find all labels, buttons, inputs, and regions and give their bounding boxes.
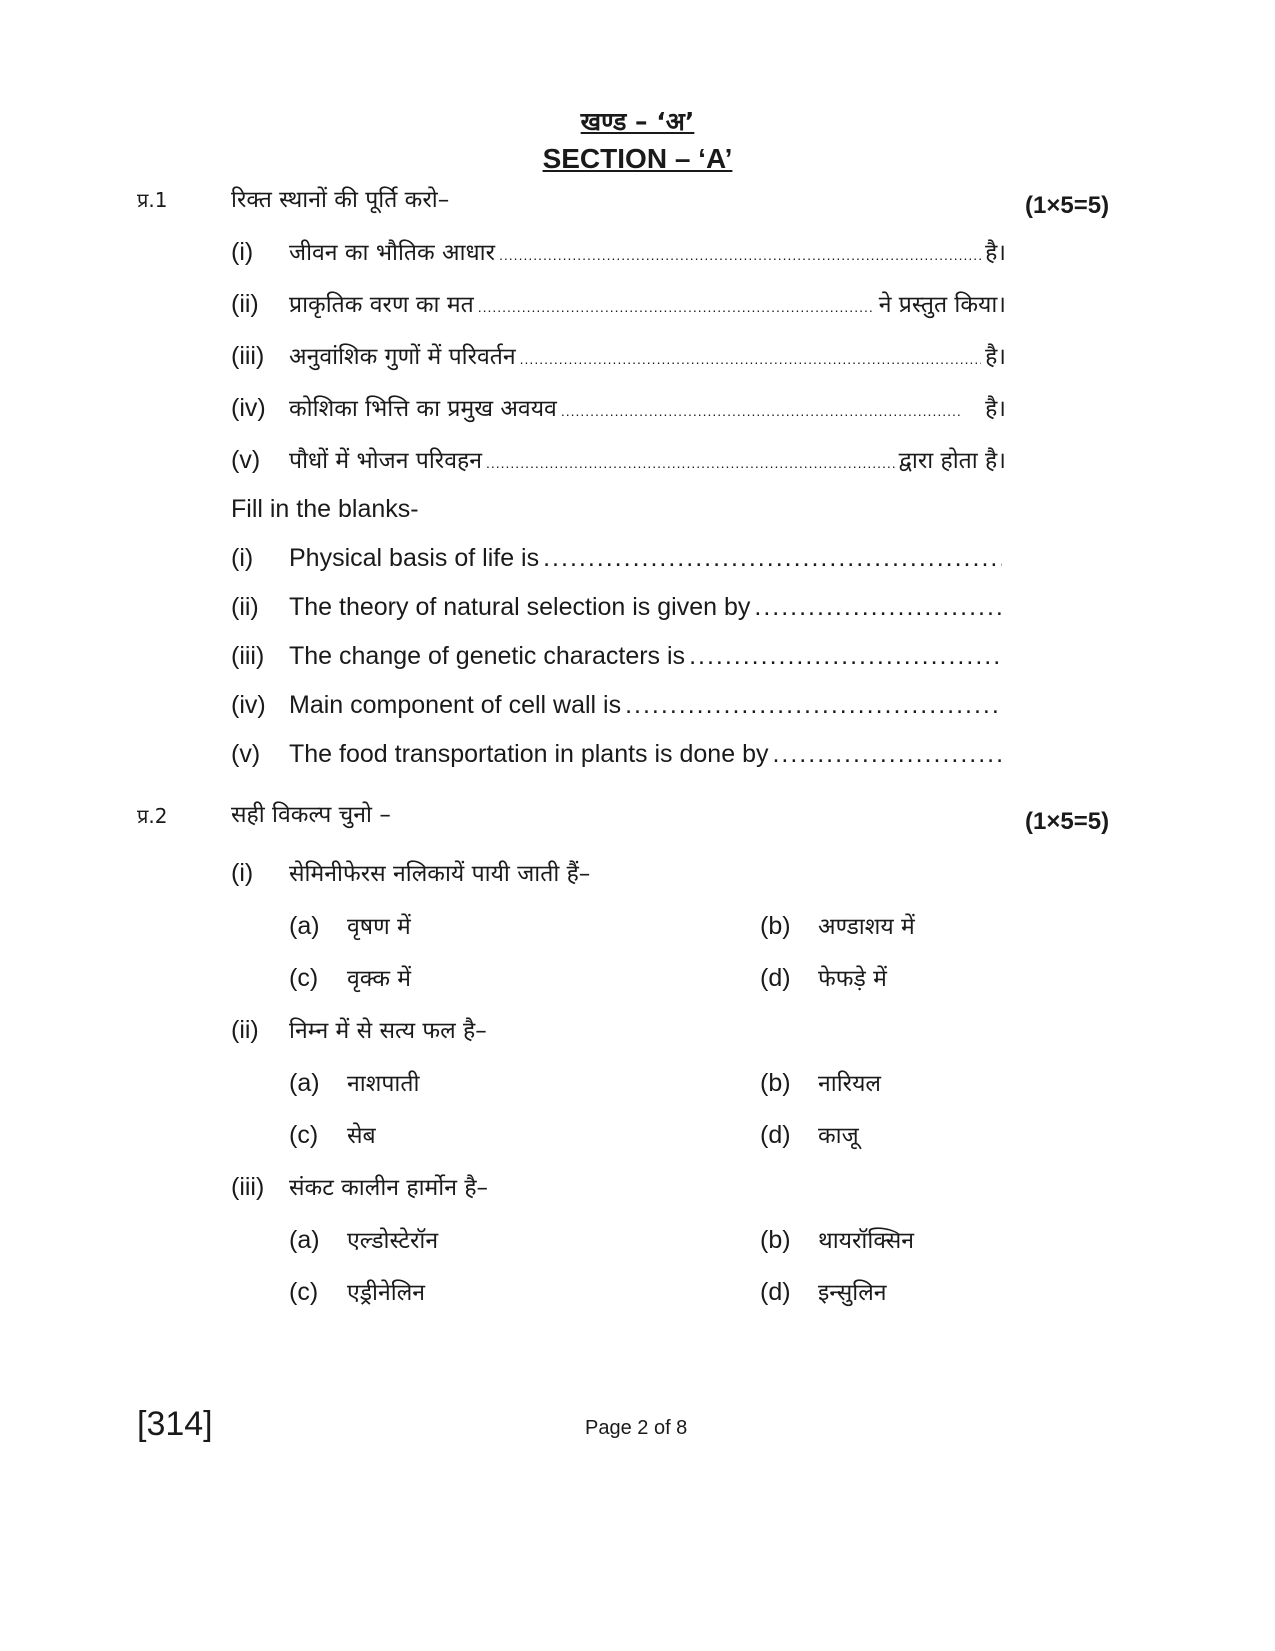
mcq-label: (iii): [231, 1173, 265, 1201]
option-text: एड्रीनेलिन: [347, 1280, 426, 1306]
mcq-question: [231, 856, 590, 888]
q1-hindi-item: [231, 287, 1006, 319]
mcq-option: [760, 961, 887, 993]
mcq-option: [289, 1223, 438, 1255]
q1-hindi-item: [231, 339, 1006, 371]
item-text: The change of genetic characters is: [289, 642, 686, 670]
option-label: (b): [760, 1226, 791, 1254]
option-text: इन्सुलिन: [818, 1280, 887, 1306]
mcq-option: [760, 909, 915, 941]
mcq-text: सेमिनीफेरस नलिकायें पायी जाती हैं–: [289, 861, 591, 887]
q1-english-item: [231, 691, 1006, 720]
item-label: (ii): [231, 290, 259, 318]
question-2-marks: (1×5=5): [1025, 808, 1110, 835]
mcq-text: निम्न में से सत्य फल है–: [289, 1018, 487, 1044]
question-2-title: सही विकल्प चुनो –: [231, 802, 391, 828]
option-text: नारियल: [818, 1071, 882, 1097]
mcq-option: [289, 909, 411, 941]
item-label: (iv): [231, 394, 266, 422]
item-text: प्राकृतिक वरण का मत: [289, 292, 474, 318]
q1-hindi-item: [231, 391, 1006, 423]
option-text: नाशपाती: [347, 1071, 420, 1097]
item-label: (iii): [231, 342, 265, 370]
item-end: है।: [985, 240, 1006, 266]
item-text: जीवन का भौतिक आधार: [289, 240, 496, 266]
question-1-number: प्र.1: [137, 188, 168, 212]
mcq-label: (i): [231, 859, 254, 887]
option-label: (b): [760, 912, 791, 940]
item-text: पौधों में भोजन परिवहन: [289, 448, 482, 474]
item-end: है।: [985, 344, 1006, 370]
item-text: The theory of natural selection is given by: [289, 593, 751, 621]
option-label: (c): [289, 1278, 319, 1306]
blank-dots: [543, 544, 1002, 573]
option-label: (c): [289, 1121, 319, 1149]
mcq-option: [289, 1275, 425, 1307]
q1-english-item: [231, 740, 1006, 769]
item-text: Physical basis of life is: [289, 544, 540, 572]
mcq-option: [289, 1066, 419, 1098]
item-label: (v): [231, 446, 261, 474]
item-label: (i): [231, 238, 254, 266]
blank-dots: [486, 455, 895, 471]
mcq-option: [760, 1223, 914, 1255]
item-label: (i): [231, 544, 254, 572]
blank-dots: [772, 740, 1002, 769]
option-text: सेब: [347, 1123, 376, 1149]
option-label: (d): [760, 964, 791, 992]
option-label: (d): [760, 1121, 791, 1149]
section-title-hindi: खण्ड – ‘अ’: [580, 107, 695, 136]
q1-hindi-item: [231, 235, 1006, 267]
item-text: The food transportation in plants is done by: [289, 740, 769, 768]
item-text: अनुवांशिक गुणों में परिवर्तन: [289, 344, 516, 370]
mcq-option: [760, 1066, 881, 1098]
page-number: Page 2 of 8: [585, 1417, 688, 1439]
q1-english-item: [231, 544, 1006, 573]
q1-english-item: [231, 642, 1006, 671]
option-text: थायरॉक्सिन: [818, 1228, 915, 1254]
blank-dots: [478, 299, 875, 315]
item-label: (iii): [231, 642, 265, 670]
option-label: (d): [760, 1278, 791, 1306]
mcq-option: [760, 1275, 887, 1307]
option-label: (c): [289, 964, 319, 992]
mcq-option: [760, 1118, 859, 1150]
question-2-number: प्र.2: [137, 804, 168, 828]
item-end: द्वारा होता है।: [898, 448, 1006, 474]
option-label: (a): [289, 1069, 320, 1097]
mcq-question: [231, 1170, 488, 1202]
item-text: Main component of cell wall is: [289, 691, 622, 719]
blank-dots: [689, 642, 1002, 671]
question-1-marks: (1×5=5): [1025, 192, 1110, 219]
option-text: अण्डाशय में: [818, 914, 915, 940]
option-label: (a): [289, 1226, 320, 1254]
blank-dots: [561, 403, 963, 419]
mcq-text: संकट कालीन हार्मोन है–: [289, 1175, 489, 1201]
option-text: एल्डोस्टेरॉन: [347, 1228, 439, 1254]
section-title-english: SECTION – ‘A’: [542, 143, 733, 174]
option-label: (b): [760, 1069, 791, 1097]
item-text: कोशिका भित्ति का प्रमुख अवयव: [289, 396, 557, 422]
mcq-option: [289, 1118, 376, 1150]
item-label: (v): [231, 740, 261, 768]
option-text: वृक्क में: [347, 966, 412, 992]
fill-in-blanks-title: Fill in the blanks-: [231, 495, 419, 523]
blank-dots: [499, 247, 981, 263]
blank-dots: [754, 593, 1002, 622]
item-label: (ii): [231, 593, 259, 621]
option-text: फेफड़े में: [818, 966, 887, 992]
option-text: वृषण में: [347, 914, 411, 940]
mcq-option: [289, 961, 411, 993]
paper-code: [314]: [137, 1405, 213, 1443]
option-label: (a): [289, 912, 320, 940]
mcq-label: (ii): [231, 1016, 259, 1044]
mcq-question: [231, 1013, 487, 1045]
q1-hindi-item: [231, 443, 1006, 475]
option-text: काजू: [818, 1123, 859, 1149]
question-1-title: रिक्त स्थानों की पूर्ति करो–: [231, 187, 450, 213]
blank-dots: [625, 691, 1002, 720]
item-end: ने प्रस्तुत किया।: [878, 292, 1006, 318]
item-label: (iv): [231, 691, 266, 719]
q1-english-item: [231, 593, 1006, 622]
blank-dots: [520, 351, 981, 367]
item-end: है।: [985, 396, 1006, 422]
